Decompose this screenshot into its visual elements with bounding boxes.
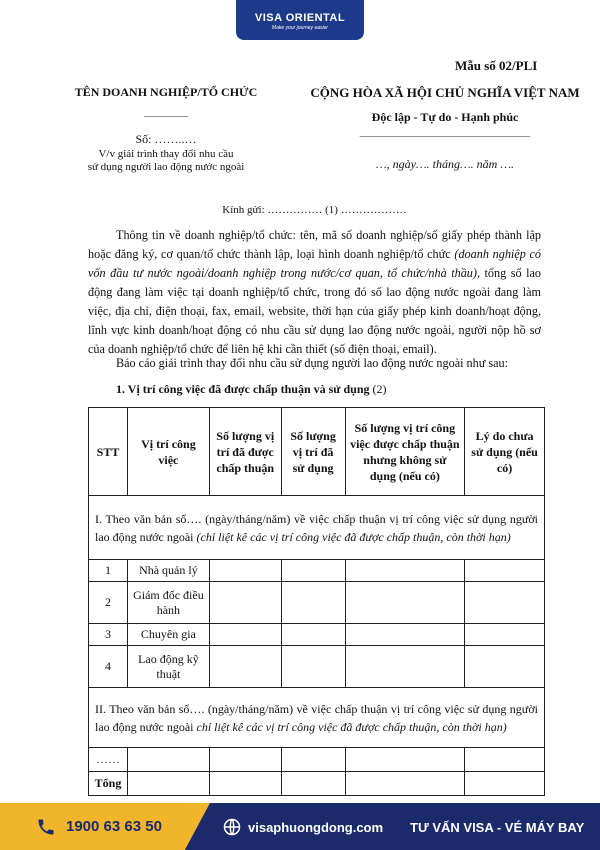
row-position: Giám đốc điều hành [127, 582, 209, 624]
brand-logo [236, 0, 364, 40]
subject-line-1: V/v giải trình thay đổi nhu cầu [98, 148, 234, 160]
footer-tagline: TƯ VẤN VISA - VÉ MÁY BAY [410, 820, 585, 835]
table-row [89, 582, 545, 624]
intro-paragraph [88, 226, 541, 359]
total-row [89, 772, 545, 796]
table-row [89, 560, 545, 582]
section-note: (2) [372, 382, 387, 396]
group-2-cell [89, 688, 545, 748]
country-name: CỘNG HÒA XÃ HỘI CHỦ NGHĨA VIỆT NAM [310, 85, 580, 100]
brand-name: VISA ORIENTAL [254, 12, 346, 24]
group-2-row [89, 688, 545, 748]
report-paragraph [88, 354, 541, 373]
intro-italic: (doanh nghiệp có vốn đầu tư nước ngoài/doanh nghiệp trong nước/cơ quan, tổ chức/nhà thầu), [88, 247, 542, 280]
recipient-line: Kính gửi: …………… (1) ……………… [222, 204, 407, 216]
group-2-italic: chỉ liệt kê các vị trí công việc đã được chấp thuận, còn thời hạn) [196, 719, 507, 734]
row-dots: …… [89, 748, 128, 772]
motto: Độc lập - Tự do - Hạnh phúc [371, 110, 519, 124]
header-approved: Số lượng vị trí đã được chấp thuận [209, 408, 281, 496]
header-reason: Lý do chưa sử dụng (nếu có) [465, 408, 545, 496]
intro-text: Thông tin về doanh nghiệp/tổ chức: tên, mã số doanh nghiệp/số giấy phép thành lập hoặc đăng ký, cơ quan/tổ chức thành lập, loại hình doanh nghiệp/tổ chức [88, 228, 541, 261]
date-line: …, ngày…. tháng…. năm …. [375, 157, 514, 171]
intro-text-2: tổng số lao động đang làm việc tại doanh nghiệp/tổ chức, trong đó số lao động nước ngoài đang làm việc, địa chỉ, điện thoại, fax, email, website, thời hạn của giấy phép kinh doanh/hoạt động, lĩnh vực kinh doanh/hoạt động có nhu cầu sử dụng lao động nước ngoài, người nộp hồ sơ của doanh nghiệp/tổ chức để liên hệ khi cần thiết (số điện thoại, email). [88, 266, 541, 356]
section-title-text: 1. Vị trí công việc đã được chấp thuận và sử dụng [116, 382, 370, 396]
brand-slogan: Make your journey easier [271, 25, 329, 31]
row-position: Chuyên gia [127, 624, 209, 646]
total-label: Tổng [89, 772, 128, 796]
header-stt: STT [89, 408, 128, 496]
group-1-row [89, 496, 545, 560]
positions-table [88, 407, 545, 796]
group-1-italic: (chỉ liệt kê các vị trí công việc đã được chấp thuận, còn thời hạn) [196, 529, 511, 544]
row-number: 1 [89, 560, 128, 582]
header-unused: Số lượng vị trí công việc được chấp thuận nhưng không sử dụng (nếu có) [345, 408, 465, 496]
report-text: Báo cáo giải trình thay đổi nhu cầu sử dụng người lao động nước ngoài như sau: [116, 356, 509, 370]
globe-icon [223, 818, 241, 836]
header-used: Số lượng vị trí đã sử dụng [281, 408, 345, 496]
header-position: Vị trí công việc [127, 408, 209, 496]
footer-website[interactable]: visaphuongdong.com [248, 820, 384, 835]
org-underline: ________ [144, 106, 188, 118]
table-header-row [89, 408, 545, 496]
document-number: Số: ……..… [135, 132, 197, 146]
footer-phone[interactable]: 1900 63 63 50 [66, 818, 162, 835]
group-1-text: I. Theo văn bản số…. (ngày/tháng/năm) về việc chấp thuận vị trí công việc sử dụng người lao động nước ngoài [95, 511, 538, 544]
row-number: 4 [89, 646, 128, 688]
subject-line-2: sử dụng người lao động nước ngoài [87, 161, 245, 173]
row-number: 3 [89, 624, 128, 646]
form-code: Mẫu số 02/PLI [455, 58, 538, 73]
group-1-cell [89, 496, 545, 560]
org-name: TÊN DOANH NGHIỆP/TỔ CHỨC [74, 85, 258, 99]
table-row [89, 624, 545, 646]
table-row [89, 646, 545, 688]
row-position: Lao động kỹ thuật [127, 646, 209, 688]
row-position: Nhà quản lý [127, 560, 209, 582]
phone-icon [36, 817, 56, 837]
table-row [89, 748, 545, 772]
section-title [116, 382, 387, 397]
subject [56, 148, 276, 174]
motto-underline: _______________________________ [359, 126, 531, 138]
row-number: 2 [89, 582, 128, 624]
group-2-text: II. Theo văn bản số…. (ngày/tháng/năm) về việc chấp thuận vị trí công việc sử dụng người lao động nước ngoài [95, 701, 538, 734]
